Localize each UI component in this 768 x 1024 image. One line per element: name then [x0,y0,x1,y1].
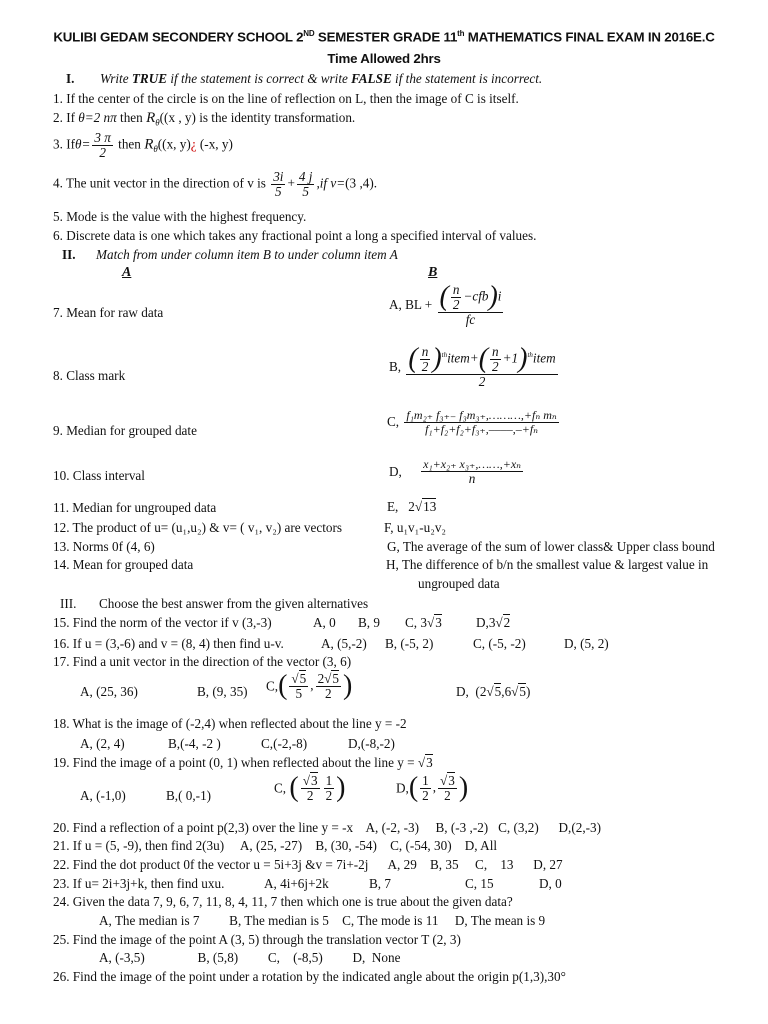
match-item-7: 7. Mean for raw data [53,305,164,320]
three-pi-over-two: $\frac{3 \pi}{2}$ [94,130,111,160]
question-26: 26. Find the image of the point under a rotation by the indicated angle about the origin p(1,3),30° [53,969,566,984]
question-3: 3. Ifθ= $\frac{3 \pi}{2}$ then $R_\theta((x$, y)¿ (-x, y) [53,130,233,160]
section-2-instruction: II. Match from under column item B to under column item A [62,247,398,262]
question-16: 16. If u = (3,-6) and v = (8, 4) then find u-v. A, (5,-2) B, (-5, 2) C, (-5, -2) D, (5, 2) [53,636,609,651]
question-4: 4. The unit vector in the direction of v is $\frac{3i}{5}$ + $\frac{4 j}{5}$ ,if v=(3 ,4). [53,169,378,199]
match-item-13: 13. Norms 0f (4, 6) [53,539,155,554]
match-option-f: F, u₁v₁-u₂v₂ [384,520,447,535]
question-5: 5. Mode is the value with the highest frequency. [53,209,307,224]
column-b-heading: B [428,265,438,280]
question-25-options: A, (-3,5) B, (5,8) C, (-8,5) D, None [99,950,401,965]
question-6: 6. Discrete data is one which takes any fractional point a long a specified interval of values. [53,228,537,243]
match-option-c: C, $\frac{\text{f₁m₂₊ f₃₊₋ f₃m₃₊,………,+fₙ mₙ}}{\text{f₁+f₂+f₂+f₃₊,––––,–+fₙ}}$ [387,408,557,436]
question-24: 24. Given the data 7, 9, 6, 7, 11, 8, 4, 11, 7 then which one is true about the given data? [53,894,513,909]
question-18: 18. What is the image of (-2,4) when reflected about the line y = -2 [53,716,407,731]
match-item-8: 8. Class mark [53,368,126,383]
question-17-options: A, (25, 36) B, (9, 35) C,( $\frac{√5}{5}$ , $\frac{2√5}{2}$ ) D, (2√5,6√5) [80,670,531,702]
question-21: 21. If u = (5, -9), then find 2(3u) A, (25, -27) B, (30, -54) C, (-54, 30) D, All [53,838,498,853]
match-option-h-continued: ungrouped data [418,576,500,591]
question-24-options: A, The median is 7 B, The median is 5 C, The mode is 11 D, The mean is 9 [99,913,546,928]
time-allowed: Time Allowed 2hrs [327,51,441,66]
section-1-instruction: I. Write TRUE if the statement is correct & write FALSE if the statement is incorrect. [66,71,543,86]
match-item-9: 9. Median for grouped date [53,423,197,438]
question-20: 20. Find a reflection of a point p(2,3) over the line y = -x A, (-2, -3) B, (-3 ,-2) C, (3,2) D,(2,-3) [53,820,602,835]
match-option-a: A, BL + ( $\frac{n}{2}$ −cfb)i fc [389,281,502,327]
question-18-options: A, (2, 4) B,(-4, -2 ) C,(-2,-8) D,(-8,-2) [80,736,395,751]
question-23: 23. If u= 2i+3j+k, then find uxu. A, 4i+6j+2k B, 7 C, 15 D, 0 [53,876,562,891]
match-option-b: B, ( $\frac{n}{2}$ )$^{th}$item+( $\frac{n}{2}$ +1)$^{th}$item 2 [389,343,556,389]
question-19-options: A, (-1,0) B,( 0,-1) C, ( $\frac{√3}{2}$ $\frac{1}{2}$ ) D,( $\frac{1}{2}$ , $\frac{√3}{2}$ ) [80,772,469,804]
match-item-12: 12. The product of u= (u₁,u₂) & v= ( v₁, v₂) are vectors [53,520,343,535]
section-3-instruction: III. Choose the best answer from the given alternatives [60,596,369,611]
match-item-10: 10. Class interval [53,468,145,483]
match-option-h: H, The difference of b/n the smallest value & largest value in [386,557,709,572]
question-15: 15. Find the norm of the vector if v (3,-3) A, 0 B, 9 C, 3√3 D,3√2 [53,615,511,630]
match-option-e: E, 2√13 [387,499,437,514]
question-25: 25. Find the image of the point A (3, 5) through the translation vector T (2, 3) [53,932,461,947]
question-17: 17. Find a unit vector in the direction of the vector (3, 6) [53,654,352,669]
match-item-14: 14. Mean for grouped data [53,557,194,572]
question-19: 19. Find the image of a point (0, 1) when reflected about the line y = √3 [53,755,433,770]
question-1: 1. If the center of the circle is on the line of reflection on L, then the image of C is itself. [53,91,519,106]
column-a-heading: A [122,265,132,280]
question-2: 2. If θ=2 nπ then $R_\theta((x$ , y) is the identity transformation. [53,110,356,128]
exam-title: KULIBI GEDAM SECONDERY SCHOOL 2ND SEMESTER GRADE 11th MATHEMATICS FINAL EXAM IN 2016E.C [53,29,715,45]
question-22: 22. Find the dot product 0f the vector u = 5i+3j &v = 7i+-2j A, 29 B, 35 C, 13 D, 27 [53,857,563,872]
match-option-g: G, The average of the sum of lower class& Upper class bound [387,539,715,554]
match-option-d: D, $\frac{\text{x₁+x₂₊ x₃₊,……,+xₙ}}{n}$ [389,457,522,486]
match-item-11: 11. Median for ungrouped data [53,500,217,515]
